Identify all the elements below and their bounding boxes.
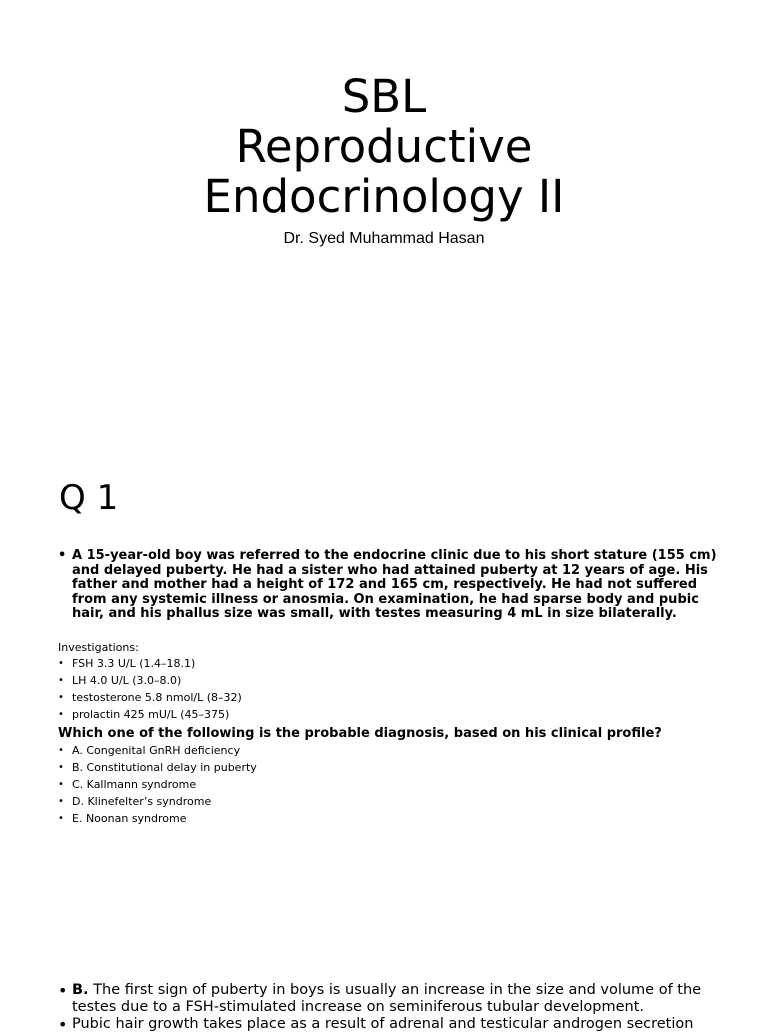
answer-option: • D. Klinefelter’s syndrome — [58, 793, 257, 810]
bullet-icon: • — [58, 548, 67, 563]
answer-text: The first sign of puberty in boys is usually an increase in the size and volume of the testes due to a FSH-stimulated increase on seminiferous tubular development. — [72, 982, 702, 1015]
investigations-list — [58, 655, 242, 723]
next-text: Pubic hair growth takes place as a result of adrenal and testicular androgen secretion — [72, 1016, 694, 1032]
answer-option: • E. Noonan syndrome — [58, 810, 257, 827]
question-prompt: Which one of the following is the probable diagnosis, based on his clinical profile? — [58, 726, 662, 741]
bullet-icon: • — [58, 1015, 68, 1034]
presenter-name: Dr. Syed Muhammad Hasan — [283, 230, 485, 247]
investigations-label: Investigations: — [58, 641, 139, 654]
question-stem — [58, 549, 718, 622]
list-item: • prolactin 425 mU/L (45–375) — [58, 706, 242, 723]
answer-option: • C. Kallmann syndrome — [58, 776, 257, 793]
title-slide — [0, 0, 768, 432]
bullet-icon: • — [58, 981, 68, 1000]
answer-option: • B. Constitutional delay in puberty — [58, 759, 257, 776]
title-line: Endocrinology II — [203, 170, 565, 223]
list-item: • testosterone 5.8 nmol/L (8–32) — [58, 689, 242, 706]
answer-explanation-next — [58, 1016, 718, 1033]
stem-text: A 15-year-old boy was referred to the endocrine clinic due to his short stature (155 cm) and delayed puberty. He had a sister who had attained puberty at 12 years of age. His father and mother had a height of 172 and 165 cm, respectively. He had not suffered from any systemic illness or anosmia. On examination, he had sparse body and pubic hair, and his phallus size was small, with testes measuring 4 mL in size bilaterally. — [72, 548, 717, 621]
answer-letter: B. — [72, 982, 89, 998]
question-slide — [0, 432, 768, 864]
list-item: • LH 4.0 U/L (3.0–8.0) — [58, 672, 242, 689]
question-heading: Q 1 — [59, 478, 119, 518]
title-line: SBL — [341, 70, 427, 123]
answer-options-list — [58, 742, 257, 827]
presentation-title — [0, 72, 768, 222]
answer-option: • A. Congenital GnRH deficiency — [58, 742, 257, 759]
list-item: • FSH 3.3 U/L (1.4–18.1) — [58, 655, 242, 672]
answer-slide — [0, 960, 768, 1034]
answer-explanation — [58, 982, 718, 1016]
title-line: Reproductive — [235, 120, 533, 173]
